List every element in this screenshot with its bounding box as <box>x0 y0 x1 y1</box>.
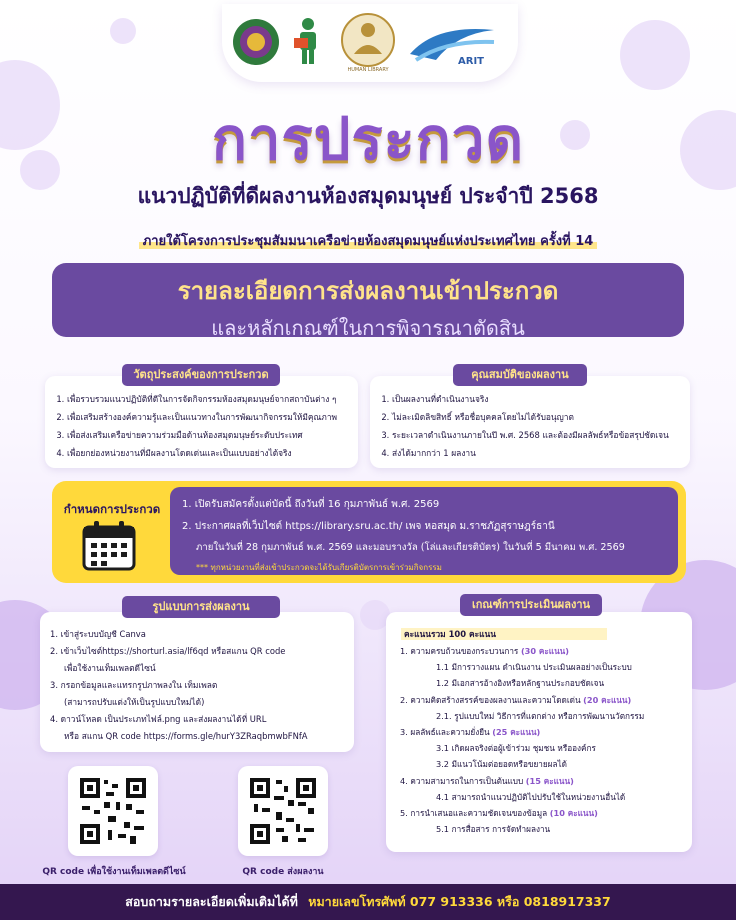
criteria-sub: 2.1. รูปแบบใหม่ วิธีการที่แตกต่าง หรือการพัฒนานวัตกรรม <box>436 710 645 721</box>
deadline-details <box>170 487 678 575</box>
format-item-4: 4. ดาวน์โหลด เป็นประเภทไฟล์.png และส่งผลงานได้ที่ URL <box>50 714 267 724</box>
criteria-sub: 3.2 มีแนวโน้มต่อยอดหรือขยายผลได้ <box>436 759 567 770</box>
criteria-group-1 <box>400 643 688 659</box>
criteria-group-5 <box>400 805 688 821</box>
project-line-text: ภายใต้โครงการประชุมสัมมนาเครือข่ายห้องสมุดมนุษย์แห่งประเทศไทย ครั้งที่ 14 <box>139 234 598 249</box>
qr-code-template[interactable] <box>68 766 158 856</box>
criteria-score: (30 คะแนน) <box>520 646 570 656</box>
qr-code-template-icon <box>68 766 158 856</box>
deadline-panel <box>52 481 686 583</box>
arit-logo-text: ARIT <box>458 56 484 67</box>
format-list <box>50 626 348 745</box>
criteria-sub: 1.1 มีการวางแผน ดำเนินงาน ประเมินผลอย่างเป็นระบบ <box>436 662 632 673</box>
objectives-list-wrap <box>49 390 355 462</box>
bg-bubble <box>110 18 136 44</box>
format-item-2b: เพื่อใช้งานเท็มเพลตดีไซน์ <box>64 663 156 673</box>
format-item-4b: หรือ สแกน QR code https://forms.gle/hurY3ZRaqbmwbFNfA <box>64 731 308 741</box>
objective-item: 1. เพื่อรวบรวมแนวปฏิบัติที่ดีในการจัดกิจกรรมห้องสมุดมนุษย์จากสถาบันต่าง ๆ <box>67 390 355 408</box>
format-item-3: 3. กรอกข้อมูลและแทรกรูปภาพลงใน เท็มเพลต <box>50 680 218 690</box>
criteria-sub: 3.1 เกิดผลจริงต่อผู้เข้าร่วม ชุมชน หรือองค์กร <box>436 743 596 754</box>
criteria-score: (10 คะแนน) <box>549 808 598 819</box>
objective-item: 4. เพื่อยกย่องหน่วยงานที่มีผลงานโดดเด่นและเป็นแบบอย่างได้จริง <box>67 444 355 462</box>
format-item-2: 2. เข้าเว็บไซต์https://shorturl.asia/lf6qd หรือสแกน QR code <box>50 646 286 656</box>
format-item-4-text: ดาวน์โหลด เป็นประเภทไฟล์.png และส่งผลงานได้ที่ URL <box>60 714 267 724</box>
criteria-total: คะแนนรวม 100 คะแนน <box>404 629 496 639</box>
qualification-item: 1. เป็นผลงานที่ดำเนินงานจริง <box>392 390 686 408</box>
criteria-group-3 <box>400 724 688 740</box>
criteria-tag: เกณฑ์การประเมินผลงาน <box>460 594 602 616</box>
deadline-item-2: 2. ประกาศผลที่เว็บไซต์ https://library.sru.ac.th/ เพจ หอสมุด ม.ราชภัฏสุราษฎร์ธานี <box>182 521 555 532</box>
criteria-group-title: 1. ความครบถ้วนของกระบวนการ <box>400 646 519 656</box>
qr-code-submit-icon <box>238 766 328 856</box>
criteria-group-title: 3. ผลลัพธ์และความยั่งยืน <box>400 727 490 738</box>
objective-item: 2. เพื่อเสริมสร้างองค์ความรู้และเป็นแนวทางในการพัฒนากิจกรรมให้มีคุณภาพ <box>67 408 355 426</box>
page-title: การประกวด <box>211 107 525 172</box>
objectives-card <box>45 376 358 468</box>
bg-bubble <box>620 20 690 90</box>
qualifications-list-wrap <box>374 390 686 462</box>
deadline-item-1: 1. เปิดรับสมัครตั้งแต่บัดนี้ ถึงวันที่ 16 กุมภาพันธ์ พ.ศ. 2569 <box>182 499 440 510</box>
qualification-item: 2. ไม่ละเมิดลิขสิทธิ์ หรือชื่อบุคคลโดยไม่ได้รับอนุญาต <box>392 408 686 426</box>
page-subtitle: แนวปฏิบัติที่ดีผลงานห้องสมุดมนุษย์ ประจำปี 2568 <box>137 184 599 208</box>
criteria-list <box>400 643 688 837</box>
criteria-group-4 <box>400 773 688 789</box>
criteria-card <box>386 612 692 852</box>
criteria-group-title: 2. ความคิดสร้างสรรค์ของผลงานและความโดดเด่น <box>400 694 581 705</box>
qualification-item: 3. ระยะเวลาดำเนินงานภายในปี พ.ศ. 2568 และต้องมีผลลัพธ์หรือข้อสรุปชัดเจน <box>392 426 686 444</box>
criteria-sub: 1.2 มีเอกสารอ้างอิงหรือหลักฐานประกอบชัดเจน <box>436 678 605 689</box>
format-item-2-text: เข้าเว็บไซต์https://shorturl.asia/lf6qd หรือสแกน QR code <box>60 646 286 656</box>
banner-line1: รายละเอียดการส่งผลงานเข้าประกวด <box>177 277 559 305</box>
deadline-note: *** ทุกหน่วยงานที่ส่งเข้าประกวดจะได้รับเกียรติบัตรการเข้าร่วมกิจกรรม <box>196 563 442 572</box>
criteria-group-title: 5. การนำเสนอและความชัดเจนของข้อมูล <box>400 808 548 819</box>
banner-line2: และหลักเกณฑ์ในการพิจารณาตัดสิน <box>211 316 525 340</box>
qualifications-card <box>370 376 690 468</box>
format-item-3b: (สามารถปรับแต่งให้เป็นรูปแบบใหม่ได้) <box>64 697 205 707</box>
calendar-icon <box>82 521 136 575</box>
format-tag: รูปแบบการส่งผลงาน <box>122 596 280 618</box>
objectives-list <box>49 390 355 462</box>
criteria-score: (15 คะแนน) <box>525 775 574 786</box>
contact-footer <box>0 884 736 920</box>
criteria-sub: 5.1 การสื่อสาร การจัดทำผลงาน <box>436 824 551 835</box>
human-library-logo <box>340 10 396 78</box>
project-line <box>0 230 736 251</box>
criteria-score: (20 คะแนน) <box>583 694 632 705</box>
footer-text: สอบถามรายละเอียดเพิ่มเติมได้ที่ <box>125 894 298 909</box>
format-item-3-text: กรอกข้อมูลและแทรกรูปภาพลงใน เท็มเพลต <box>60 680 218 690</box>
university-seal-logo <box>232 16 280 72</box>
reading-figure-logo <box>288 16 328 72</box>
qualifications-list <box>374 390 686 462</box>
objectives-tag: วัตถุประสงค์ของการประกวด <box>122 364 280 386</box>
footer-phone: หมายเลขโทรศัพท์ 077 913336 หรือ 0818917337 <box>308 894 611 909</box>
deadline-label: กำหนดการประกวด <box>63 502 161 516</box>
criteria-score: (25 คะแนน) <box>492 727 541 738</box>
deadline-item-2b: ภายในวันที่ 28 กุมภาพันธ์ พ.ศ. 2569 และมอบรางวัล (โล่และเกียรติบัตร) ในวันที่ 5 มีนาคม พ.ศ. 2569 <box>196 542 625 553</box>
human-library-caption: HUMAN LIBRARY <box>347 67 389 73</box>
arit-logo <box>406 20 498 74</box>
qualification-item: 4. ส่งได้มากกว่า 1 ผลงาน <box>392 444 686 462</box>
criteria-sub: 4.1 สามารถนำแนวปฏิบัติไปปรับใช้ในหน่วยงานอื่นได้ <box>436 791 626 802</box>
format-card <box>40 612 354 752</box>
qr-caption-submit: QR code ส่งผลงาน <box>242 867 324 877</box>
objective-item: 3. เพื่อส่งเสริมเครือข่ายความร่วมมือด้านห้องสมุดมนุษย์ระดับประเทศ <box>67 426 355 444</box>
qualifications-tag: คุณสมบัติของผลงาน <box>453 364 587 386</box>
criteria-group-2 <box>400 692 688 708</box>
details-banner <box>52 263 684 340</box>
qr-code-submit[interactable] <box>238 766 328 856</box>
format-item-1-text: เข้าสู่ระบบบัญชี Canva <box>60 629 146 639</box>
logo-bar <box>222 4 518 82</box>
format-item-1: 1. เข้าสู่ระบบบัญชี Canva <box>50 629 146 639</box>
qr-caption-template: QR code เพื่อใช้งานเท็มเพลตดีไซน์ <box>42 867 186 877</box>
criteria-group-title: 4. ความสามารถในการเป็นต้นแบบ <box>400 775 524 786</box>
